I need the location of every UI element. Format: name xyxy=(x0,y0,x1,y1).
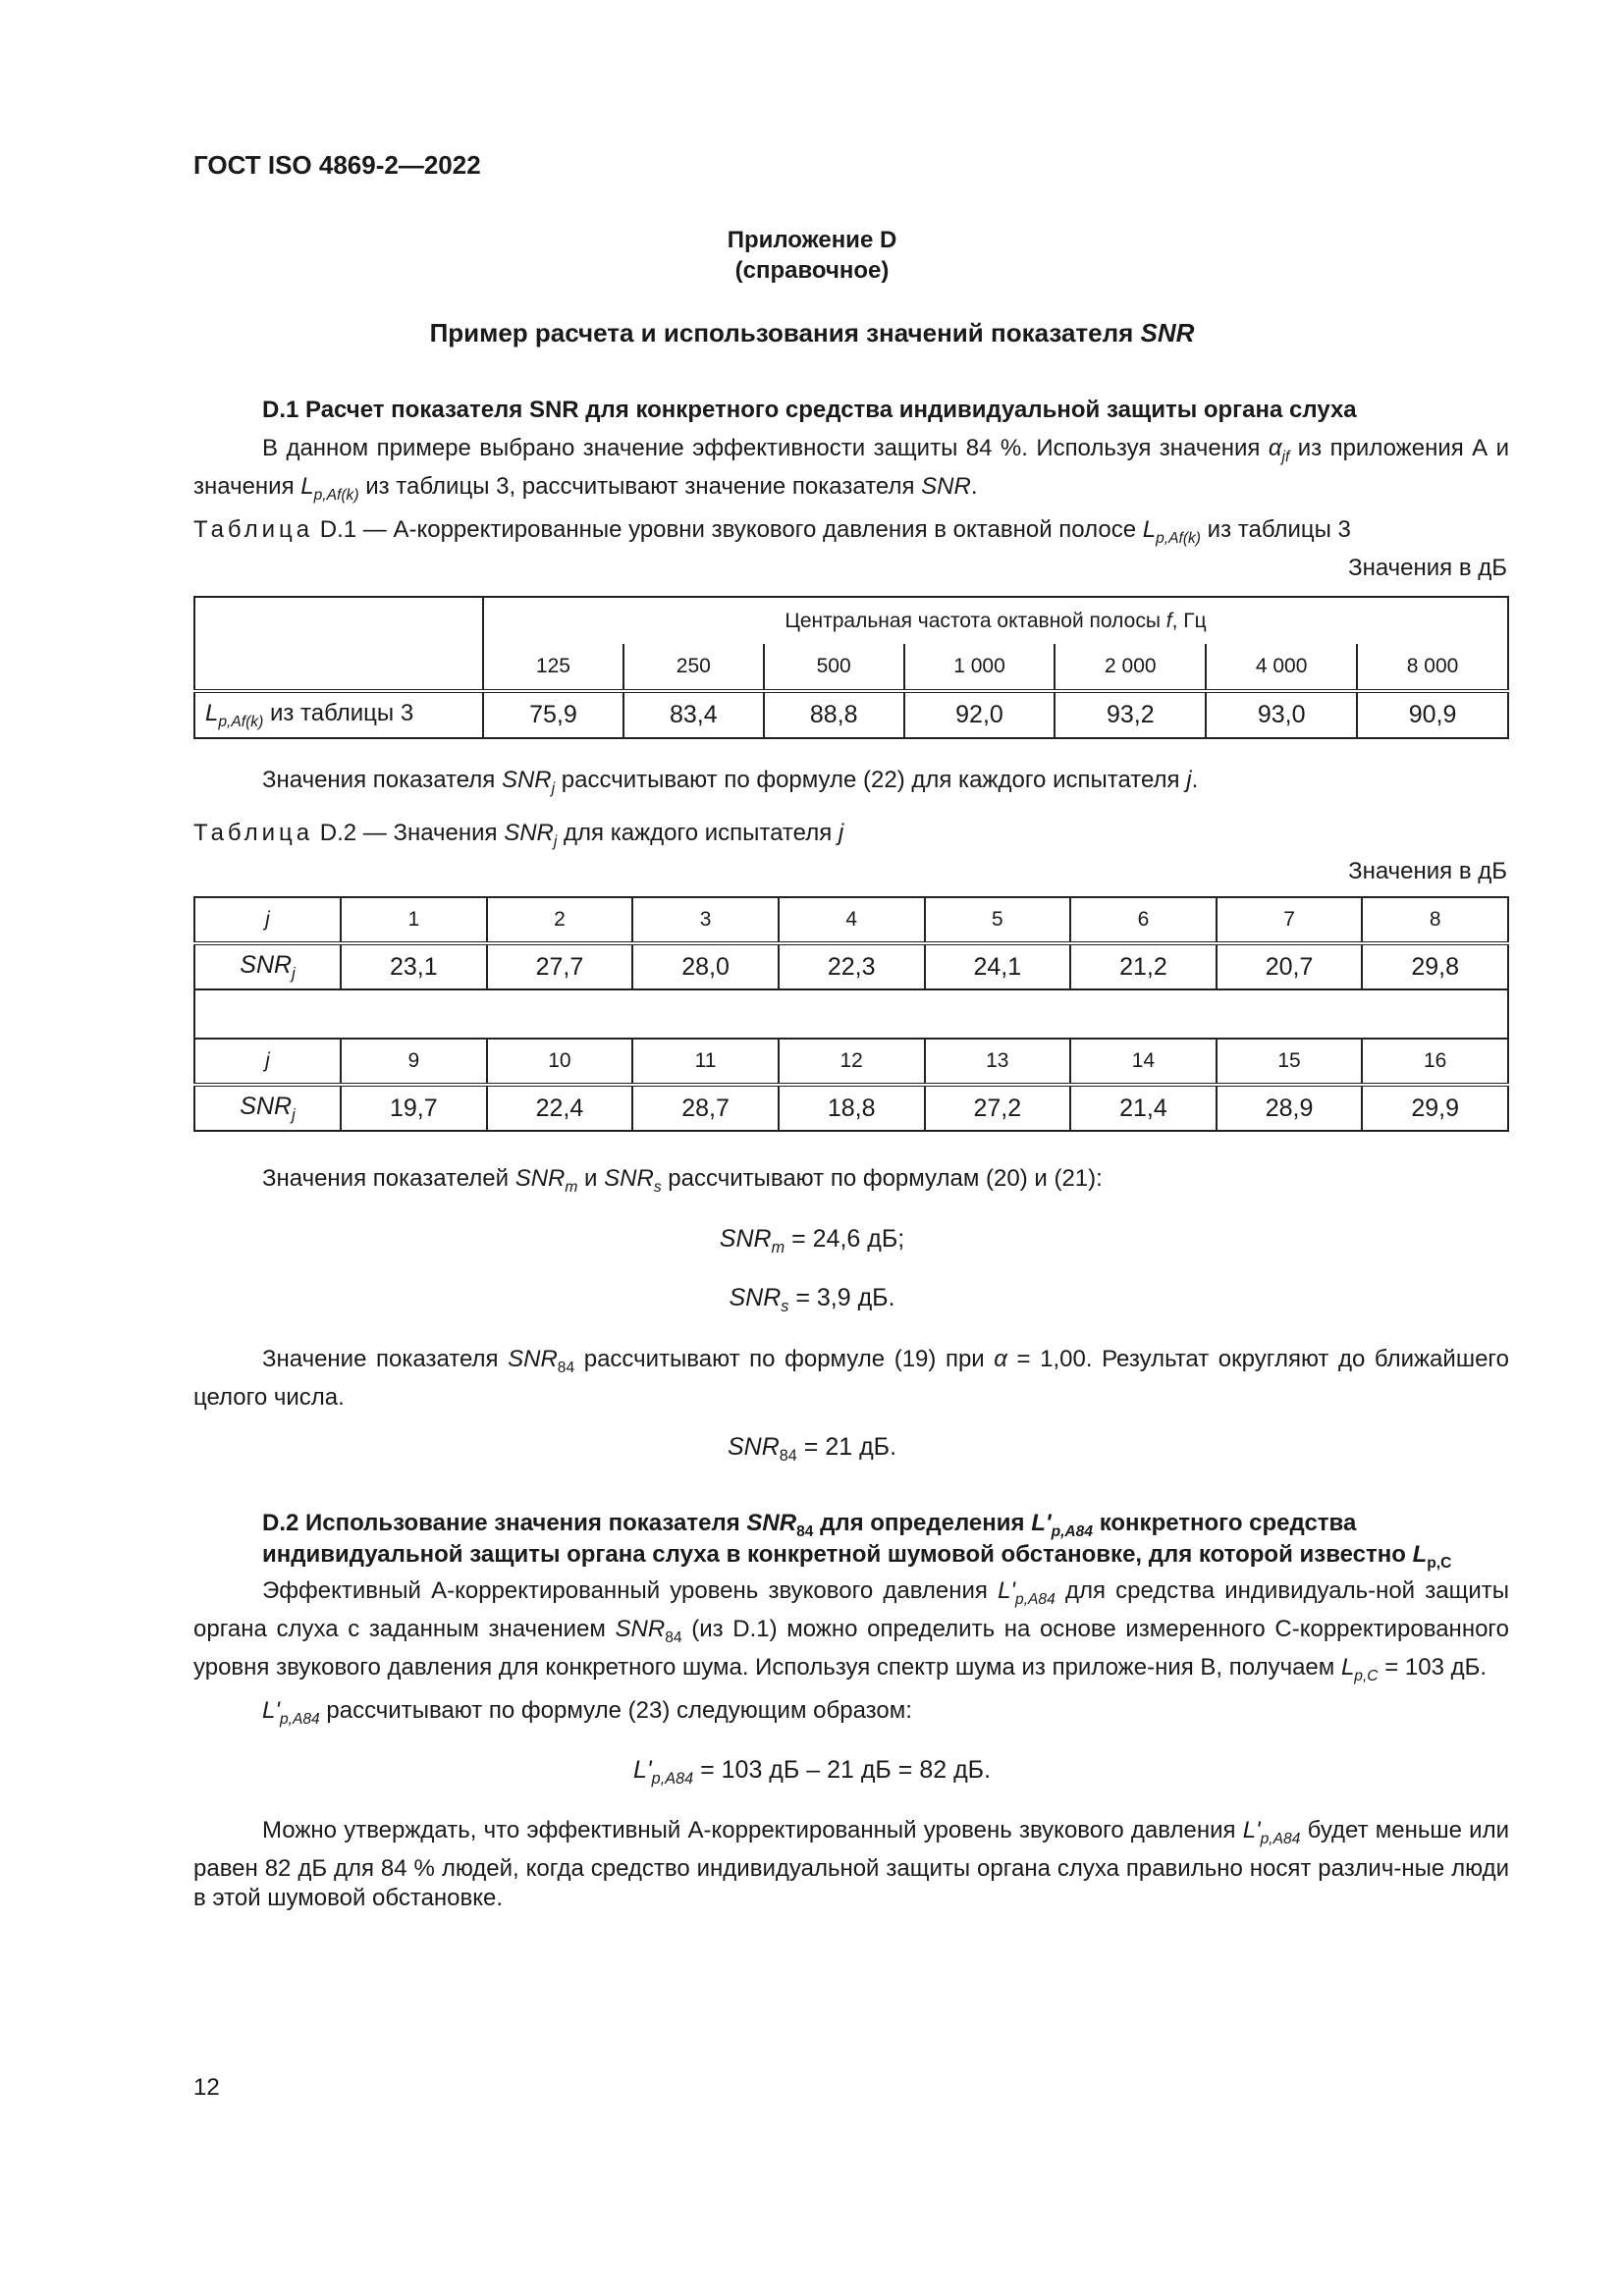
snr-cell: 19,7 xyxy=(341,1085,487,1131)
table-d2-j-row xyxy=(194,897,1508,943)
table-d1-row-label: $L_{p,Af(k)}$ из таблицы 3 xyxy=(194,691,483,738)
annex-heading: Пример расчета и использования значений показателя SNR xyxy=(429,318,1195,347)
table-d2-snr-row xyxy=(194,1085,1508,1131)
equation-snr-84: $SNR_{84} = 21$ дБ. xyxy=(727,1433,897,1465)
j-cell: 8 xyxy=(1362,897,1508,943)
j-cell: 15 xyxy=(1217,1039,1363,1085)
snr-cell: 24,1 xyxy=(925,943,1071,989)
j-cell: 4 xyxy=(779,897,925,943)
table-d2 xyxy=(193,896,1509,1132)
j-cell: 16 xyxy=(1362,1039,1508,1085)
table-d1-corner xyxy=(194,597,483,691)
table-d1-units: Значения в дБ xyxy=(1348,555,1507,581)
j-cell: 2 xyxy=(487,897,633,943)
snr-cell: 28,9 xyxy=(1217,1085,1363,1131)
frequency-cell: 250 xyxy=(623,644,764,691)
frequency-cell: 4 000 xyxy=(1206,644,1357,691)
snr-cell: 27,2 xyxy=(925,1085,1071,1131)
j-cell: 7 xyxy=(1217,897,1363,943)
level-cell: 93,2 xyxy=(1055,691,1206,738)
level-cell: 90,9 xyxy=(1357,691,1508,738)
snr-label-cell: $SNR_j$ xyxy=(194,943,341,989)
section-d2-heading-line2: индивидуальной защиты органа слуха в конкретной шумовой обстановке, для которой известно $L_{p,C}$ xyxy=(262,1541,1452,1572)
equation-snr-s: $SNR_s = 3,9$ дБ. xyxy=(729,1284,895,1315)
section-d2-heading-line1: D.2 Использование значения показателя $SNR_{84}$ для определения $L'_{p,A84}$ конкретного средства xyxy=(262,1510,1357,1540)
j-cell: 1 xyxy=(341,897,487,943)
j-cell: 9 xyxy=(341,1039,487,1085)
j-cell: 14 xyxy=(1070,1039,1217,1085)
section-d1-paragraph: В данном примере выбрано значение эффективности защиты 84 %. Используя значения $\alpha_{jf}$ из приложения А и значения $L_{p,Af(k)}$ из таблицы 3, рассчитывают значение показателя SNR. xyxy=(193,435,1510,504)
level-cell: 88,8 xyxy=(764,691,904,738)
table-d2-spacer-row xyxy=(194,989,1508,1039)
snr-cell: 27,7 xyxy=(487,943,633,989)
equation-snr-m: $SNR_m = 24,6$ дБ; xyxy=(719,1225,905,1256)
table-d2-j-row xyxy=(194,1039,1508,1085)
j-cell: 13 xyxy=(925,1039,1071,1085)
frequency-cell: 125 xyxy=(483,644,623,691)
frequency-cell: 1 000 xyxy=(904,644,1056,691)
level-cell: 83,4 xyxy=(623,691,764,738)
frequency-cell: 500 xyxy=(764,644,904,691)
table-d1 xyxy=(193,596,1509,739)
snr-cell: 21,4 xyxy=(1070,1085,1217,1131)
document-header: ГОСТ ISO 4869-2—2022 xyxy=(193,150,481,180)
snr-label-cell: $SNR_j$ xyxy=(194,1085,341,1131)
j-label-cell: j xyxy=(194,897,341,943)
table-d2-snr-row xyxy=(194,943,1508,989)
level-cell: 75,9 xyxy=(483,691,623,738)
snr84-paragraph: Значение показателя $SNR_{84}$ рассчитывают по формуле (19) при α = 1,00. Результат округляют до ближайшего целого числа. xyxy=(193,1346,1509,1411)
section-d1-heading: D.1 Расчет показателя SNR для конкретного средства индивидуальной защиты органа слуха xyxy=(262,397,1357,423)
snrj-paragraph: Значения показателя $SNR_j$ рассчитывают по формуле (22) для каждого испытателя j. xyxy=(262,767,1199,797)
annex-status: (справочное) xyxy=(734,257,890,284)
snrms-paragraph: Значения показателей $SNR_m$ и $SNR_s$ рассчитывают по формулам (20) и (21): xyxy=(262,1165,1103,1196)
snr-cell: 22,4 xyxy=(487,1085,633,1131)
snr-cell: 29,8 xyxy=(1362,943,1508,989)
section-d2-formula-intro: $L'_{p,A84}$ рассчитывают по формуле (23) следующим образом: xyxy=(262,1697,912,1728)
snr-cell: 28,7 xyxy=(632,1085,779,1131)
snr-cell: 18,8 xyxy=(779,1085,925,1131)
table-d2-caption: Таблица D.2 — Значения $SNR_j$ для каждого испытателя j xyxy=(193,820,844,850)
section-d2-paragraph: Эффективный А-корректированный уровень звукового давления $L'_{p,A84}$ для средства индивидуаль-ной защиты органа слуха с заданным значением $SNR_{84}$ (из D.1) можно определить на основе измеренного С-корректированного уровня звукового давления для конкретного шума. Используя спектр шума из приложе-ния В, получаем $L_{p,C} = 103$ дБ. xyxy=(193,1577,1509,1684)
snr-cell: 22,3 xyxy=(779,943,925,989)
j-cell: 3 xyxy=(632,897,779,943)
snr-cell: 28,0 xyxy=(632,943,779,989)
section-d2-conclusion: Можно утверждать, что эффективный А-корректированный уровень звукового давления $L'_{p,A84}$ будет меньше или равен 82 дБ для 84 % людей, когда средство индивидуальной защиты органа слуха правильно носят различ-ные люди в этой шумовой обстановке. xyxy=(193,1817,1510,1911)
j-cell: 10 xyxy=(487,1039,633,1085)
equation-l-a84: $L'_{p,A84} = 103$ дБ – 21 дБ = 82 дБ. xyxy=(632,1756,992,1788)
j-cell: 11 xyxy=(632,1039,779,1085)
spacer-cell xyxy=(194,989,1508,1039)
j-cell: 5 xyxy=(925,897,1071,943)
table-d1-group-header: Центральная частота октавной полосы f, Гц xyxy=(483,597,1508,644)
snr-cell: 20,7 xyxy=(1217,943,1363,989)
snr-cell: 29,9 xyxy=(1362,1085,1508,1131)
frequency-cell: 2 000 xyxy=(1055,644,1206,691)
table-d1-caption: Таблица D.1 — А-корректированные уровни звукового давления в октавной полосе $L_{p,Af(k)}$ из таблицы 3 xyxy=(193,516,1351,547)
j-label-cell: j xyxy=(194,1039,341,1085)
level-cell: 93,0 xyxy=(1206,691,1357,738)
page-number: 12 xyxy=(193,2074,220,2101)
j-cell: 12 xyxy=(779,1039,925,1085)
table-d1-value-row xyxy=(194,691,1508,738)
j-cell: 6 xyxy=(1070,897,1217,943)
frequency-cell: 8 000 xyxy=(1357,644,1508,691)
snr-cell: 23,1 xyxy=(341,943,487,989)
snr-cell: 21,2 xyxy=(1070,943,1217,989)
table-d2-units: Значения в дБ xyxy=(1348,858,1507,884)
level-cell: 92,0 xyxy=(904,691,1056,738)
annex-title: Приложение D xyxy=(727,227,897,253)
